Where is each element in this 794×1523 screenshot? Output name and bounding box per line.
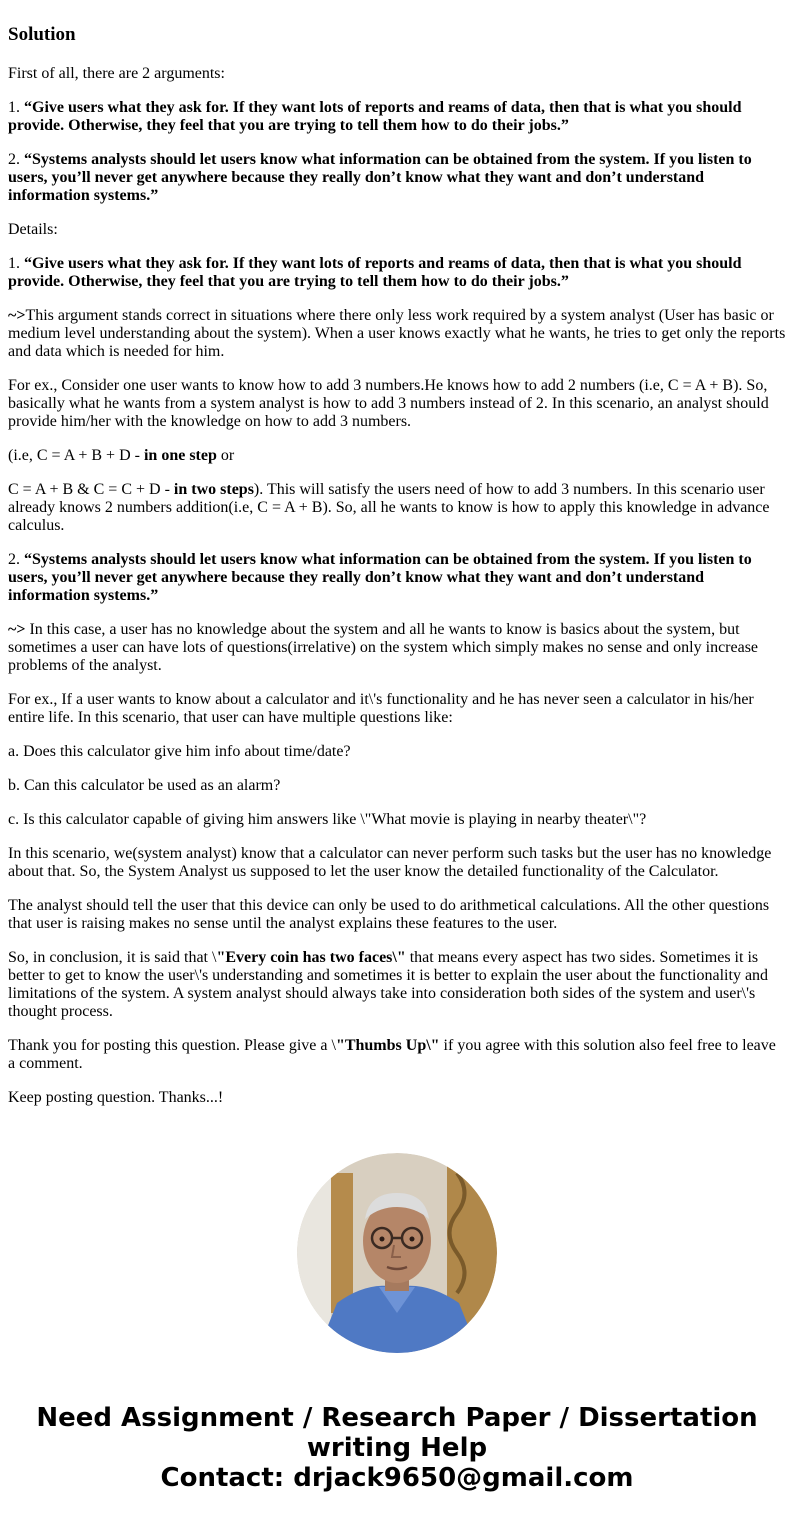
author-photo: [297, 1153, 497, 1353]
detail-2-number: 2.: [8, 551, 24, 568]
banner-headline: Need Assignment / Research Paper / Dissertation writing Help: [36, 1403, 758, 1463]
details-label: Details:: [8, 221, 58, 238]
detail-2-example: For ex., If a user wants to know about a calculator and it\'s functionality and he has never seen a calculator in his/her entire life. In this scenario, that user can have multiple questions like:: [8, 691, 754, 726]
detail-2-explanation: [8, 621, 786, 675]
formula-text-end: or: [216, 447, 235, 464]
detail-1-example: For ex., Consider one user wants to know how to add 3 numbers.He knows how to add 2 numbers (i.e, C = A + B). So, basically what he wants from a system analyst is how to add 3 numbers instead of 2. In this scenario, an analyst should provide him/her with the knowledge on how to add 3 numbers.: [8, 377, 769, 430]
conclusion-quote: "Every coin has two faces\": [216, 949, 406, 966]
detail-2-heading: [8, 551, 786, 605]
formula-text: (i.e, C = A + B + D -: [8, 447, 144, 464]
detail-1-explanation: [8, 307, 786, 361]
solution-heading: Solution: [8, 24, 76, 45]
detail-2-scenario: In this scenario, we(system analyst) know that a calculator can never perform such tasks but the user has no knowledge about that. So, the System Analyst us supposed to let the user know the detailed functionality of the Calculator.: [8, 845, 772, 880]
argument-2-text: “Systems analysts should let users know what information can be obtained from the system. If you listen to users, you’ll never get anywhere because they really don’t know what they want and don’t understand information systems.”: [8, 151, 752, 204]
detail-2-analyst-note: The analyst should tell the user that this device can only be used to do arithmetical calculations. All the other questions that user is raising makes no sense until the analyst explains these features to the user.: [8, 897, 770, 932]
arrow-marker: ~>: [8, 621, 26, 638]
thanks-text-end: if you agree with this solution also feel free to leave a comment.: [8, 1037, 776, 1072]
detail-1-formula-two-steps: [8, 481, 786, 535]
question-a: a. Does this calculator give him info about time/date?: [8, 743, 351, 760]
thanks-text: Thank you for posting this question. Please give a \: [8, 1037, 336, 1054]
question-b: b. Can this calculator be used as an alarm?: [8, 777, 281, 794]
argument-2-number: 2.: [8, 151, 24, 168]
intro-paragraph: First of all, there are 2 arguments:: [8, 65, 225, 82]
article-body: [8, 0, 786, 1123]
detail-2-explanation-text: In this case, a user has no knowledge about the system and all he wants to know is basics about the system, but sometimes a user can have lots of questions(irrelative) on the system which simply makes no sense and only increase problems of the analyst.: [8, 621, 759, 674]
detail-2-text: “Systems analysts should let users know what information can be obtained from the system. If you listen to users, you’ll never get anywhere because they really don’t know what they want and don’t understand information systems.”: [8, 551, 752, 604]
formula-text: C = A + B & C = C + D -: [8, 481, 174, 498]
closing-line: Keep posting question. Thanks...!: [8, 1089, 224, 1106]
argument-1-text: “Give users what they ask for. If they want lots of reports and reams of data, then that is what you should provide. Otherwise, they feel that you are trying to tell them how to do their jobs.”: [8, 99, 742, 134]
detail-1-text: “Give users what they ask for. If they want lots of reports and reams of data, then that is what you should provide. Otherwise, they feel that you are trying to tell them how to do their jobs.”: [8, 255, 742, 290]
arrow-marker: ~>: [8, 307, 26, 324]
conclusion-text-end: that means every aspect has two sides. Sometimes it is better to get to know the user\'s understanding and sometimes it is better to explain the user about the functionality and limitations of the system. A system analyst should always take into consideration both sides of the system and user\'s thought process.: [8, 949, 769, 1020]
detail-1-explanation-text: This argument stands correct in situations where there only less work required by a system analyst (User has basic or medium level understanding about the system). When a user knows exactly what he wants, he tries to get only the reports and data which is needed for him.: [8, 307, 786, 360]
formula-emphasis: in one step: [143, 447, 217, 464]
question-c: c. Is this calculator capable of giving him answers like \"What movie is playing in nearby theater\"?: [8, 811, 647, 828]
banner-contact: Contact: drjack9650@gmail.com: [160, 1463, 634, 1493]
detail-1-heading: [8, 255, 786, 291]
formula-emphasis: in two steps: [173, 481, 254, 498]
argument-1: [8, 99, 786, 135]
thanks-paragraph: [8, 1037, 786, 1073]
argument-2: [8, 151, 786, 205]
conclusion-paragraph: [8, 949, 786, 1021]
argument-1-number: 1.: [8, 99, 24, 116]
thumbs-up-quote: "Thumbs Up\": [335, 1037, 440, 1054]
formula-text-end: ). This will satisfy the users need of how to add 3 numbers. In this scenario user already knows 2 numbers addition(i.e, C = A + B). So, all he wants to know is how to apply this knowledge in advance calculus.: [8, 481, 770, 534]
detail-1-formula-one-step: [8, 447, 786, 465]
detail-1-number: 1.: [8, 255, 24, 272]
contact-banner: [0, 1403, 794, 1493]
author-avatar: [297, 1153, 497, 1353]
conclusion-text: So, in conclusion, it is said that \: [8, 949, 217, 966]
